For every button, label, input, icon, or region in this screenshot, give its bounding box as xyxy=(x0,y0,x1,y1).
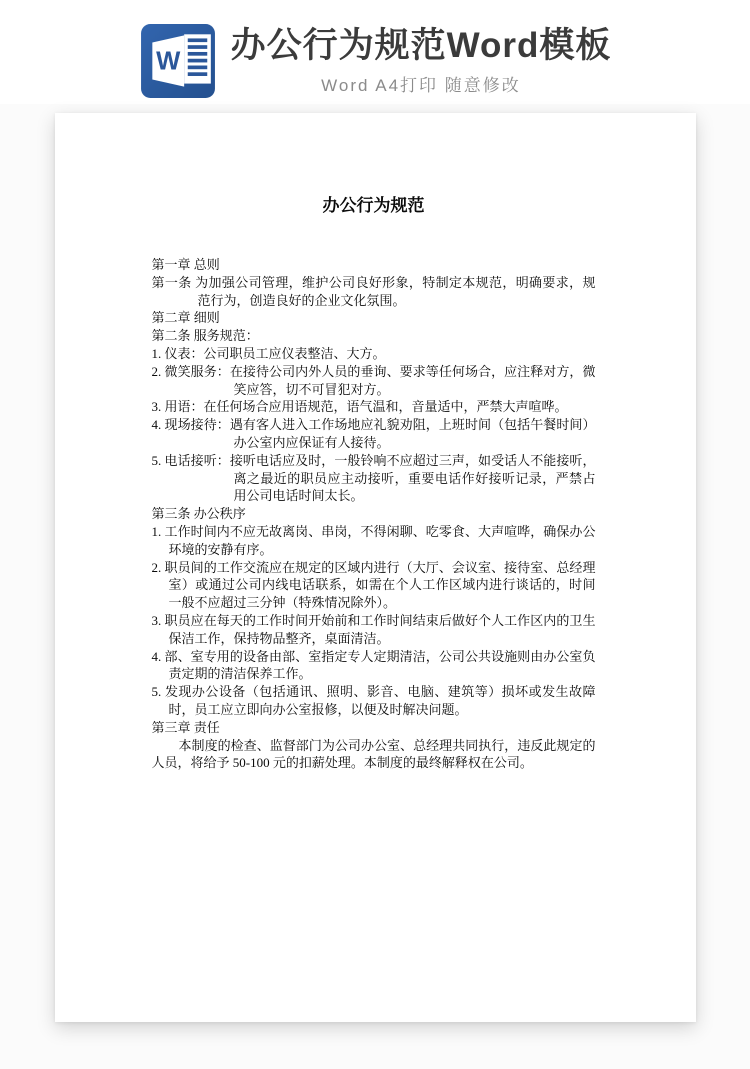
paragraph-label: 1. xyxy=(151,523,162,539)
paragraph-label: 4. xyxy=(151,648,162,664)
doc-paragraph-item: 5. 电话接听：接听电话应及时，一般铃响不应超过三声，如受话人不能接听，离之最近的职员应主动接听，重要电话作好接听记录，严禁占用公司电话时间太长。 xyxy=(151,452,596,504)
doc-paragraph-item: 5. 发现办公设备（包括通讯、照明、影音、电脑、建筑等）损坏或发生故障时，员工应立即向办公室报修，以便及时解决问题。 xyxy=(151,684,596,717)
paragraph-label: 1. xyxy=(151,345,162,361)
document-title: 办公行为规范 xyxy=(322,196,425,215)
doc-paragraph-indented: 本制度的检查、监督部门为公司办公室、总经理共同执行，违反此规定的人员，将给予 50-100 元的扣薪处理。本制度的最终解释权在公司。 xyxy=(151,737,596,771)
doc-paragraph-clause: 第一条 为加强公司管理，维护公司良好形象，特制定本规范，明确要求，规范行为，创造良好的企业文化氛围。 xyxy=(151,274,596,308)
paragraph-label: 第一条 xyxy=(151,274,192,290)
paragraph-label: 5. xyxy=(151,452,162,468)
doc-paragraph-item: 3. 职员应在每天的工作时间开始前和工作时间结束后做好个人工作区内的卫生保洁工作，保持物品整齐，桌面清洁。 xyxy=(151,612,596,646)
doc-paragraph-item: 2. 微笑服务：在接待公司内外人员的垂询、要求等任何场合，应注释对方，微笑应答，切不可冒犯对方。 xyxy=(151,363,596,397)
word-logo-svg xyxy=(139,22,217,100)
doc-paragraph-item: 3. 用语：在任何场合应用语规范，语气温和，音量适中，严禁大声喧哗。 xyxy=(151,399,568,415)
doc-paragraph-item: 2. 职员间的工作交流应在规定的区域内进行（大厅、会议室、接待室、总经理室）或通过公司内线电话联系，如需在个人工作区域内进行谈话的，时间一般不应超过三分钟（特殊情况除外）。 xyxy=(151,559,596,611)
doc-paragraph-item: 1. 工作时间内不应无故离岗、串岗，不得闲聊、吃零食、大声喧哗，确保办公环境的安静有序。 xyxy=(151,523,596,557)
paragraph-label: 2. xyxy=(151,559,162,575)
doc-paragraph-chapter: 第三章 责任 xyxy=(151,719,220,735)
paragraph-label: 2. xyxy=(151,363,162,379)
doc-paragraph-chapter: 第一章 总则 xyxy=(151,257,220,272)
paragraph-label: 4. xyxy=(151,417,162,433)
paragraph-label: 3. xyxy=(151,399,162,415)
word-logo-letter: W xyxy=(155,47,180,76)
word-logo-icon xyxy=(139,22,217,100)
template-title: 办公行为规范Word模板 xyxy=(230,26,612,66)
doc-paragraph-clause-head: 第二条 服务规范： xyxy=(151,328,259,344)
document-page xyxy=(55,113,696,1022)
doc-paragraph-item: 1. 仪表：公司职员工应仪表整洁、大方。 xyxy=(151,345,386,361)
doc-paragraph-item: 4. 部、室专用的设备由部、室指定专人定期清洁，公司公共设施则由办公室负责定期的清洁保养工作。 xyxy=(151,648,596,682)
doc-paragraph-chapter: 第二章 细则 xyxy=(151,310,220,326)
template-header xyxy=(0,0,750,104)
page-background xyxy=(0,113,750,1069)
template-subtitle: Word A4打印 随意修改 xyxy=(321,75,521,95)
paragraph-label: 5. xyxy=(151,684,162,700)
doc-paragraph-item: 4. 现场接待：遇有客人进入工作场地应礼貌劝阻，上班时间（包括午餐时间）办公室内应保证有人接待。 xyxy=(151,417,596,450)
doc-paragraph-clause-head: 第三条 办公秩序 xyxy=(151,506,246,522)
paragraph-label: 3. xyxy=(151,612,162,628)
header-titles xyxy=(231,26,612,95)
document-body xyxy=(152,256,596,772)
